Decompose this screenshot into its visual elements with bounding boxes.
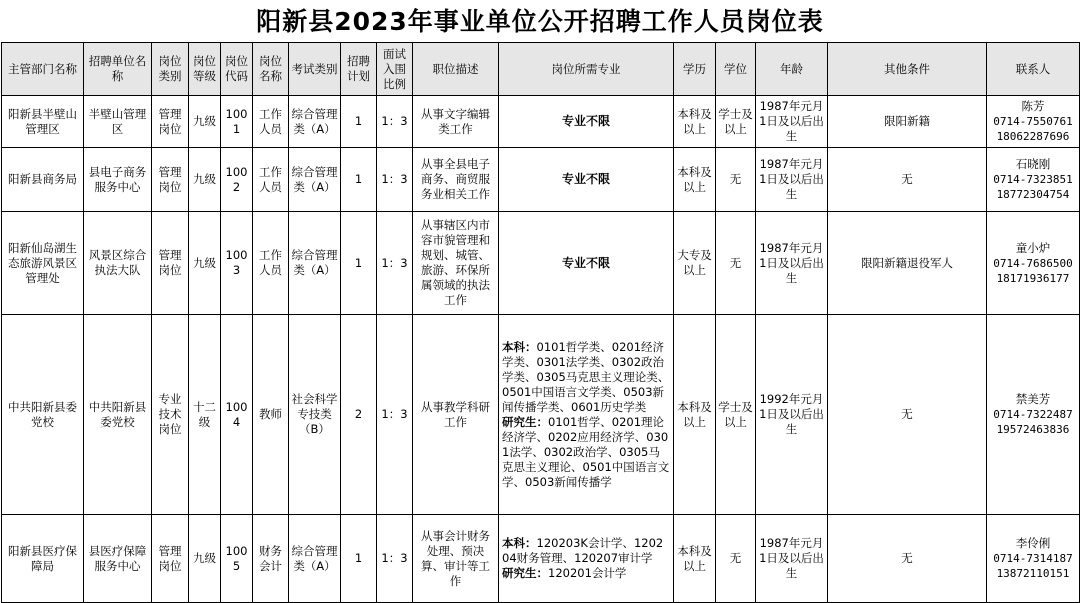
cell-edu: 大专及以上	[674, 212, 716, 315]
cell-contact	[987, 96, 1080, 148]
contact-phone: 0714-7323851	[993, 173, 1073, 186]
major-undergrad-label: 本科：	[502, 536, 537, 550]
cell-age: 1987年元月1日及以后出生	[756, 96, 828, 148]
cell-level: 十二级	[189, 315, 221, 515]
contact-name: 石晓刚	[1015, 157, 1051, 171]
major-undergrad-text: 120203K会计学、120204财务管理、120207审计学	[502, 536, 664, 565]
header-edu: 学历	[674, 43, 716, 96]
cell-other: 无	[828, 315, 987, 515]
contact-name: 陈芳	[1021, 99, 1045, 113]
cell-code: 1001	[221, 96, 253, 148]
cell-desc: 从事辖区内市容市貌管理和规划、城管、旅游、环保所属领域的执法工作	[413, 212, 499, 315]
cell-degree: 学士及以上	[716, 96, 756, 148]
header-other: 其他条件	[828, 43, 987, 96]
cell-major: 专业不限	[499, 212, 674, 315]
cell-exam: 综合管理类（A）	[289, 515, 341, 603]
cell-exam: 综合管理类（A）	[289, 148, 341, 212]
cell-dept: 阳新县商务局	[2, 148, 84, 212]
cell-desc: 从事会计财务处理、预决算、审计等工作	[413, 515, 499, 603]
header-major: 岗位所需专业	[499, 43, 674, 96]
cell-ratio: 1：3	[377, 212, 413, 315]
cell-age: 1987年元月1日及以后出生	[756, 148, 828, 212]
cell-age: 1987年元月1日及以后出生	[756, 212, 828, 315]
cell-age: 1992年元月1日及以后出生	[756, 315, 828, 515]
cell-dept: 中共阳新县委党校	[2, 315, 84, 515]
cell-ratio: 1：3	[377, 96, 413, 148]
major-undergrad	[502, 536, 670, 566]
cell-plan: 1	[341, 515, 377, 603]
cell-unit: 中共阳新县委党校	[84, 315, 152, 515]
cell-dept: 阳新县半壁山管理区	[2, 96, 84, 148]
table-row	[2, 148, 1080, 212]
cell-major	[499, 315, 674, 515]
header-level: 岗位等级	[189, 43, 221, 96]
cell-degree: 无	[716, 212, 756, 315]
contact-phone: 0714-7314187	[993, 552, 1073, 565]
cell-edu: 本科及以上	[674, 148, 716, 212]
header-unit: 招聘单位名称	[84, 43, 152, 96]
cell-code: 1005	[221, 515, 253, 603]
cell-plan: 2	[341, 315, 377, 515]
table-row	[2, 96, 1080, 148]
cell-desc: 从事文字编辑类工作	[413, 96, 499, 148]
cell-age: 1987年元月1日及以后出生	[756, 515, 828, 603]
cell-dept: 阳新仙岛湖生态旅游风景区管理处	[2, 212, 84, 315]
page-title: 阳新县2023年事业单位公开招聘工作人员岗位表	[256, 7, 824, 36]
major-graduate-label: 研究生：	[502, 566, 548, 580]
cell-other: 限阳新籍	[828, 96, 987, 148]
cell-other: 无	[828, 148, 987, 212]
cell-level: 九级	[189, 212, 221, 315]
cell-name: 工作人员	[253, 96, 289, 148]
cell-code: 1004	[221, 315, 253, 515]
major-graduate	[502, 566, 670, 581]
contact-mobile: 13872110151	[996, 567, 1070, 580]
major-graduate	[502, 415, 670, 490]
header-type: 岗位类别	[152, 43, 189, 96]
major-graduate-text: 120201会计学	[548, 566, 627, 580]
header-degree: 学位	[716, 43, 756, 96]
table-header-row	[2, 43, 1080, 96]
contact-phone: 0714-7686500	[993, 256, 1073, 270]
header-contact: 联系人	[987, 43, 1080, 96]
cell-name: 工作人员	[253, 148, 289, 212]
cell-plan: 1	[341, 96, 377, 148]
cell-name: 工作人员	[253, 212, 289, 315]
contact-name: 禁美芳	[1015, 392, 1051, 406]
cell-edu: 本科及以上	[674, 315, 716, 515]
cell-ratio: 1：3	[377, 148, 413, 212]
cell-desc: 从事教学科研工作	[413, 315, 499, 515]
cell-major: 专业不限	[499, 96, 674, 148]
table-row	[2, 212, 1080, 315]
contact-mobile: 19572463836	[996, 423, 1070, 436]
positions-table	[1, 42, 1080, 603]
cell-unit: 县电子商务服务中心	[84, 148, 152, 212]
cell-contact	[987, 315, 1080, 515]
cell-unit: 风景区综合执法大队	[84, 212, 152, 315]
contact-mobile: 18062287696	[996, 130, 1070, 143]
cell-ratio: 1：3	[377, 315, 413, 515]
cell-level: 九级	[189, 515, 221, 603]
cell-level: 九级	[189, 148, 221, 212]
major-graduate-text: 0101哲学、0201理论经济学、0202应用经济学、0301法学、0302政治学、0305马克思主义理论、0501中国语言文学、0503新闻传播学	[502, 414, 670, 489]
cell-type: 专业技术岗位	[152, 315, 189, 515]
cell-contact	[987, 148, 1080, 212]
cell-level: 九级	[189, 96, 221, 148]
cell-other: 无	[828, 515, 987, 603]
contact-mobile: 18171936177	[996, 271, 1070, 285]
cell-plan: 1	[341, 212, 377, 315]
cell-edu: 本科及以上	[674, 96, 716, 148]
table-row	[2, 515, 1080, 603]
cell-degree: 学士及以上	[716, 315, 756, 515]
cell-type: 管理岗位	[152, 148, 189, 212]
contact-name: 童小炉	[1015, 240, 1051, 255]
cell-dept: 阳新县医疗保障局	[2, 515, 84, 603]
cell-name: 教师	[253, 315, 289, 515]
header-name: 岗位名称	[253, 43, 289, 96]
cell-contact	[987, 515, 1080, 603]
header-ratio: 面试入围比例	[377, 43, 413, 96]
cell-name: 财务会计	[253, 515, 289, 603]
header-exam: 考试类别	[289, 43, 341, 96]
major-undergrad	[502, 340, 670, 415]
header-plan: 招聘计划	[341, 43, 377, 96]
cell-unit: 县医疗保障服务中心	[84, 515, 152, 603]
cell-exam: 综合管理类（A）	[289, 212, 341, 315]
major-graduate-label: 研究生：	[502, 414, 548, 429]
header-age: 年龄	[756, 43, 828, 96]
header-code: 岗位代码	[221, 43, 253, 96]
cell-major	[499, 515, 674, 603]
header-dept: 主管部门名称	[2, 43, 84, 96]
cell-major: 专业不限	[499, 148, 674, 212]
contact-phone: 0714-7550761	[993, 115, 1073, 128]
cell-degree: 无	[716, 148, 756, 212]
table-row	[2, 315, 1080, 515]
cell-exam: 社会科学专技类（B）	[289, 315, 341, 515]
contact-phone: 0714-7322487	[993, 408, 1073, 421]
contact-name: 李伶俐	[1015, 536, 1051, 550]
cell-plan: 1	[341, 148, 377, 212]
cell-ratio: 1：3	[377, 515, 413, 603]
cell-other: 限阳新籍退役军人	[828, 212, 987, 315]
cell-code: 1002	[221, 148, 253, 212]
contact-mobile: 18772304754	[996, 188, 1070, 201]
cell-desc: 从事全县电子商务、商贸服务业相关工作	[413, 148, 499, 212]
header-desc: 职位描述	[413, 43, 499, 96]
major-undergrad-text: 0101哲学类、0201经济学类、0301法学类、0302政治学类、0305马克思主义理论类、0501中国语言文学类、0503新闻传播学类、0601历史学类	[502, 339, 670, 414]
cell-contact	[987, 212, 1080, 315]
cell-type: 管理岗位	[152, 515, 189, 603]
cell-unit: 半壁山管理区	[84, 96, 152, 148]
cell-degree: 无	[716, 515, 756, 603]
cell-exam: 综合管理类（A）	[289, 96, 341, 148]
major-undergrad-label: 本科：	[502, 339, 537, 354]
cell-type: 管理岗位	[152, 96, 189, 148]
cell-type: 管理岗位	[152, 212, 189, 315]
cell-edu: 本科及以上	[674, 515, 716, 603]
cell-code: 1003	[221, 212, 253, 315]
